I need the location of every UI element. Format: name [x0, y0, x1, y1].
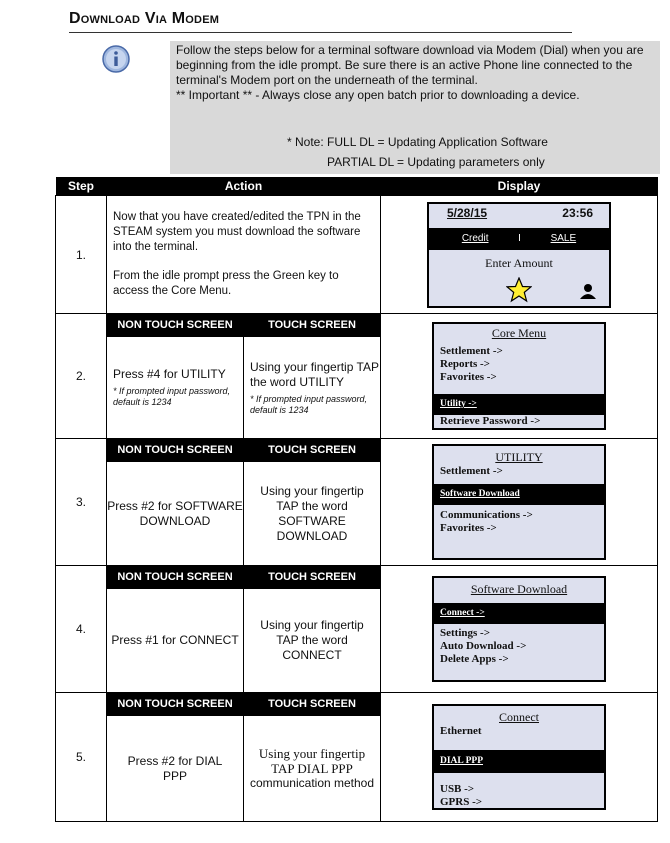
info-icon [101, 44, 131, 74]
screen-separator: I [518, 233, 521, 244]
menu-item: Favorites -> [440, 522, 497, 534]
action-text: From the idle prompt press the Green key to access the Core Menu. [113, 270, 339, 297]
password-note: * If prompted input password, default is 1234 [250, 393, 368, 415]
touch-action: Using your fingertip TAP the word SOFTWARE DOWNLOAD [244, 462, 381, 566]
screen-title: UTILITY [495, 450, 543, 464]
table-header-row [56, 177, 658, 196]
screen-title: Connect [499, 710, 539, 724]
step-display [381, 693, 658, 822]
table-row [56, 693, 658, 716]
terminal-screen [432, 576, 606, 682]
table-row [56, 314, 658, 337]
touch-action [244, 716, 381, 822]
menu-item: Settings -> [440, 627, 490, 639]
non-touch-action [107, 337, 244, 439]
password-note: * If prompted input password, default is 1234 [113, 386, 231, 407]
terminal-screen [432, 704, 606, 810]
menu-item: Ethernet [440, 725, 482, 737]
menu-item-selected: Utility -> [434, 394, 604, 415]
touch-header: TOUCH SCREEN [244, 439, 381, 462]
step-number: 1. [56, 196, 107, 314]
header-action: Action [107, 177, 381, 196]
touch-header: TOUCH SCREEN [244, 314, 381, 337]
touch-header: TOUCH SCREEN [244, 693, 381, 716]
step-display [381, 439, 658, 566]
screen-title: Core Menu [491, 326, 547, 340]
step-number: 5. [56, 693, 107, 822]
table-row [56, 196, 658, 314]
screen-prompt: Enter Amount [485, 255, 553, 270]
action-text: communication method [249, 776, 375, 790]
info-box [170, 41, 660, 174]
non-touch-header: NON TOUCH SCREEN [107, 566, 244, 589]
non-touch-header: NON TOUCH SCREEN [107, 439, 244, 462]
non-touch-action: Press #2 for DIAL PPP [107, 716, 244, 822]
info-important: ** Important ** - Always close any open batch prior to downloading a device. [176, 88, 580, 102]
note-partial-dl: PARTIAL DL = Updating parameters only [327, 155, 545, 169]
touch-action: Using your fingertip TAP the word CONNECT [244, 589, 381, 693]
menu-item: GPRS -> [440, 796, 483, 808]
action-text: TAP DIAL PPP [271, 761, 353, 776]
menu-item: Settlement -> [440, 465, 503, 477]
header-display: Display [381, 177, 658, 196]
menu-item: Communications -> [440, 509, 533, 521]
menu-item: Settlement -> [440, 345, 503, 357]
menu-item: Auto Download -> [440, 640, 527, 652]
menu-item-selected: DIAL PPP [434, 750, 604, 773]
action-text: Now that you have created/edited the TPN in the STEAM system you must download the software into the terminal. [113, 211, 361, 253]
note-full-dl: * Note: FULL DL = Updating Application Software [287, 135, 548, 149]
screen-time: 23:56 [562, 205, 593, 220]
menu-item-selected: Software Download [434, 484, 604, 505]
menu-item: Favorites -> [440, 371, 497, 383]
header-step: Step [56, 177, 107, 196]
action-text: Using your fingertip [258, 746, 366, 761]
screen-sale: SALE [550, 233, 577, 244]
touch-header: TOUCH SCREEN [244, 566, 381, 589]
step-number: 4. [56, 566, 107, 693]
terminal-screen [427, 202, 611, 308]
menu-item: Delete Apps -> [440, 653, 509, 665]
menu-item-selected: Connect -> [434, 603, 604, 624]
step-display [381, 314, 658, 439]
non-touch-action: Press #1 for CONNECT [107, 589, 244, 693]
touch-action [244, 337, 381, 439]
step-number: 2. [56, 314, 107, 439]
steps-table [55, 177, 658, 822]
screen-credit: Credit [461, 233, 489, 244]
user-icon [579, 282, 597, 300]
non-touch-header: NON TOUCH SCREEN [107, 314, 244, 337]
menu-item: USB -> [440, 783, 475, 795]
title-divider [69, 32, 572, 33]
screen-title: Software Download [470, 582, 568, 596]
action-text: Press #4 for UTILITY [113, 367, 226, 381]
terminal-screen [432, 444, 606, 560]
action-text: Using your fingertip TAP the word UTILITY [250, 359, 379, 389]
table-row [56, 566, 658, 589]
table-row [56, 439, 658, 462]
terminal-screen [432, 322, 606, 430]
step-display [381, 566, 658, 693]
screen-date: 5/28/15 [447, 205, 488, 220]
page-title: Download Via Modem [69, 10, 220, 27]
non-touch-action: Press #2 for SOFTWARE DOWNLOAD [107, 462, 244, 566]
non-touch-header: NON TOUCH SCREEN [107, 693, 244, 716]
step-action [107, 196, 381, 314]
menu-item: Reports -> [440, 358, 490, 370]
info-text: Follow the steps below for a terminal software download via Modem (Dial) when you are beginning from the idle prompt. Be sure there is an active Phone line connected to the terminal's Modem port on the underneath of the terminal. [176, 43, 644, 87]
menu-item: Retrieve Password -> [440, 415, 541, 427]
star-icon [506, 277, 532, 303]
step-number: 3. [56, 439, 107, 566]
step-display [381, 196, 658, 314]
